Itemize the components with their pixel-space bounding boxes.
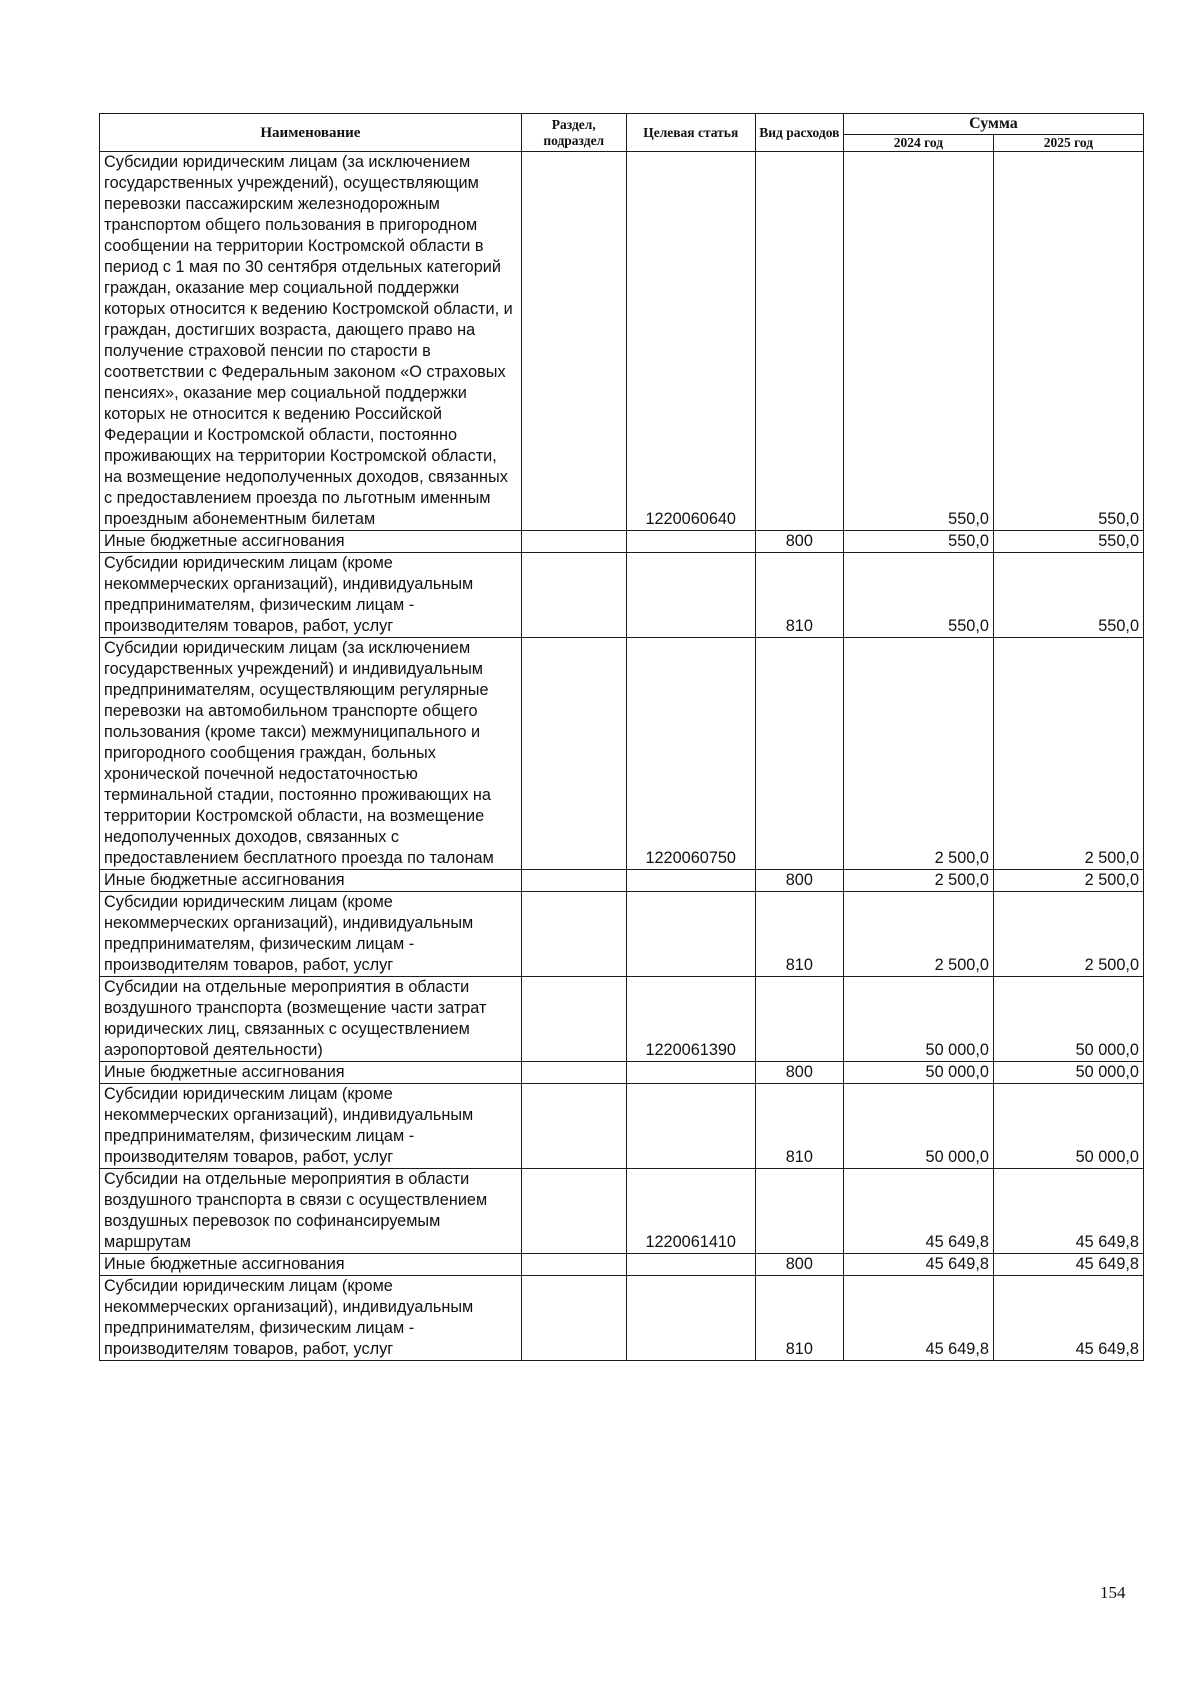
cell-amount-2024: 550,0 [843,553,993,638]
cell-amount-2025: 550,0 [993,152,1143,531]
cell-amount-2024: 2 500,0 [843,870,993,892]
table-header [100,114,1144,152]
cell-amount-2025: 550,0 [993,531,1143,553]
cell-name: Субсидии юридическим лицам (кроме некоммерческих организаций), индивидуальным предпринимателям, физическим лицам - производителям товаров, работ, услуг [100,553,522,638]
cell-amount-2024: 50 000,0 [843,1062,993,1084]
table-row [100,638,1144,870]
cell-amount-2024: 50 000,0 [843,1084,993,1169]
cell-name: Субсидии юридическим лицам (кроме некоммерческих организаций), индивидуальным предпринимателям, физическим лицам - производителям товаров, работ, услуг [100,892,522,977]
cell-amount-2025: 45 649,8 [993,1169,1143,1254]
cell-target [626,553,755,638]
cell-name: Субсидии на отдельные мероприятия в области воздушного транспорта (возмещение части затрат юридических лиц, связанных с осуществлением аэропортовой деятельности) [100,977,522,1062]
cell-name: Субсидии юридическим лицам (кроме некоммерческих организаций), индивидуальным предпринимателям, физическим лицам - производителям товаров, работ, услуг [100,1084,522,1169]
cell-amount-2025: 50 000,0 [993,1084,1143,1169]
cell-expense-type: 800 [755,531,843,553]
table-row [100,1254,1144,1276]
cell-target: 1220060640 [626,152,755,531]
cell-amount-2025: 2 500,0 [993,870,1143,892]
cell-amount-2025: 50 000,0 [993,1062,1143,1084]
cell-section [521,152,626,531]
cell-amount-2025: 50 000,0 [993,977,1143,1062]
cell-name: Субсидии юридическим лицам (за исключением государственных учреждений) и индивидуальным предпринимателям, осуществляющим регулярные перевозки на автомобильном транспорте общего пользования (кроме такси) межмуниципального и пригородного сообщения граждан, больных хронической почечной недостаточностью терминальной стадии, постоянно проживающих на территории Костромской области, на возмещение недополученных доходов, связанных с предоставлением бесплатного проезда по талонам [100,638,522,870]
cell-name: Иные бюджетные ассигнования [100,870,522,892]
table-row [100,1169,1144,1254]
cell-amount-2025: 45 649,8 [993,1276,1143,1361]
table-row [100,152,1144,531]
cell-expense-type: 810 [755,1084,843,1169]
cell-expense-type [755,638,843,870]
cell-expense-type: 800 [755,870,843,892]
cell-section [521,531,626,553]
table-row [100,1062,1144,1084]
cell-amount-2024: 45 649,8 [843,1276,993,1361]
table-row [100,1276,1144,1361]
cell-name: Субсидии юридическим лицам (за исключением государственных учреждений), осуществляющим перевозки пассажирским железнодорожным транспортом общего пользования в пригородном сообщении на территории Костромской области в период с 1 мая по 30 сентября отдельных категорий граждан, оказание мер социальной поддержки которых относится к ведению Костромской области, и граждан, достигших возраста, дающего право на получение страховой пенсии по старости в соответствии с Федеральным законом «О страховых пенсиях», оказание мер социальной поддержки которых не относится к ведению Российской Федерации и Костромской области, постоянно проживающих на территории Костромской области, на возмещение недополученных доходов, связанных с предоставлением проезда по льготным именным проездным абонементным билетам [100,152,522,531]
cell-name: Субсидии на отдельные мероприятия в области воздушного транспорта в связи с осуществлением воздушных перевозок по софинансируемым маршрутам [100,1169,522,1254]
cell-amount-2024: 2 500,0 [843,638,993,870]
table-row [100,870,1144,892]
cell-section [521,892,626,977]
table-row [100,892,1144,977]
header-name: Наименование [100,114,522,152]
cell-name: Иные бюджетные ассигнования [100,1062,522,1084]
cell-expense-type [755,1169,843,1254]
cell-target: 1220061410 [626,1169,755,1254]
cell-section [521,977,626,1062]
cell-section [521,1276,626,1361]
cell-section [521,638,626,870]
cell-amount-2024: 550,0 [843,531,993,553]
cell-expense-type: 810 [755,1276,843,1361]
cell-target: 1220060750 [626,638,755,870]
cell-target [626,1084,755,1169]
header-year-2024: 2024 год [843,135,993,152]
table-row [100,977,1144,1062]
cell-target [626,1254,755,1276]
page-number: 154 [1100,1583,1126,1602]
cell-target [626,531,755,553]
cell-section [521,1062,626,1084]
cell-amount-2024: 550,0 [843,152,993,531]
cell-section [521,870,626,892]
cell-amount-2025: 2 500,0 [993,892,1143,977]
cell-amount-2024: 50 000,0 [843,977,993,1062]
cell-expense-type [755,977,843,1062]
cell-section [521,1084,626,1169]
cell-amount-2025: 2 500,0 [993,638,1143,870]
cell-section [521,1254,626,1276]
cell-expense-type [755,152,843,531]
cell-expense-type: 800 [755,1062,843,1084]
cell-amount-2024: 2 500,0 [843,892,993,977]
cell-section [521,553,626,638]
table-row [100,531,1144,553]
cell-section [521,1169,626,1254]
cell-amount-2024: 45 649,8 [843,1169,993,1254]
header-section: Раздел, подраздел [521,114,626,152]
cell-target [626,1276,755,1361]
cell-amount-2025: 45 649,8 [993,1254,1143,1276]
cell-target [626,892,755,977]
cell-expense-type: 800 [755,1254,843,1276]
budget-table [99,113,1144,1361]
header-expense-type: Вид расходов [755,114,843,152]
cell-target [626,870,755,892]
cell-name: Иные бюджетные ассигнования [100,1254,522,1276]
table-row [100,1084,1144,1169]
cell-name: Иные бюджетные ассигнования [100,531,522,553]
table-body [100,152,1144,1361]
header-amount: Сумма [843,114,1143,135]
cell-expense-type: 810 [755,553,843,638]
cell-amount-2025: 550,0 [993,553,1143,638]
cell-target [626,1062,755,1084]
cell-amount-2024: 45 649,8 [843,1254,993,1276]
table-row [100,553,1144,638]
header-year-2025: 2025 год [993,135,1143,152]
header-target: Целевая статья [626,114,755,152]
cell-target: 1220061390 [626,977,755,1062]
cell-expense-type: 810 [755,892,843,977]
cell-name: Субсидии юридическим лицам (кроме некоммерческих организаций), индивидуальным предпринимателям, физическим лицам - производителям товаров, работ, услуг [100,1276,522,1361]
